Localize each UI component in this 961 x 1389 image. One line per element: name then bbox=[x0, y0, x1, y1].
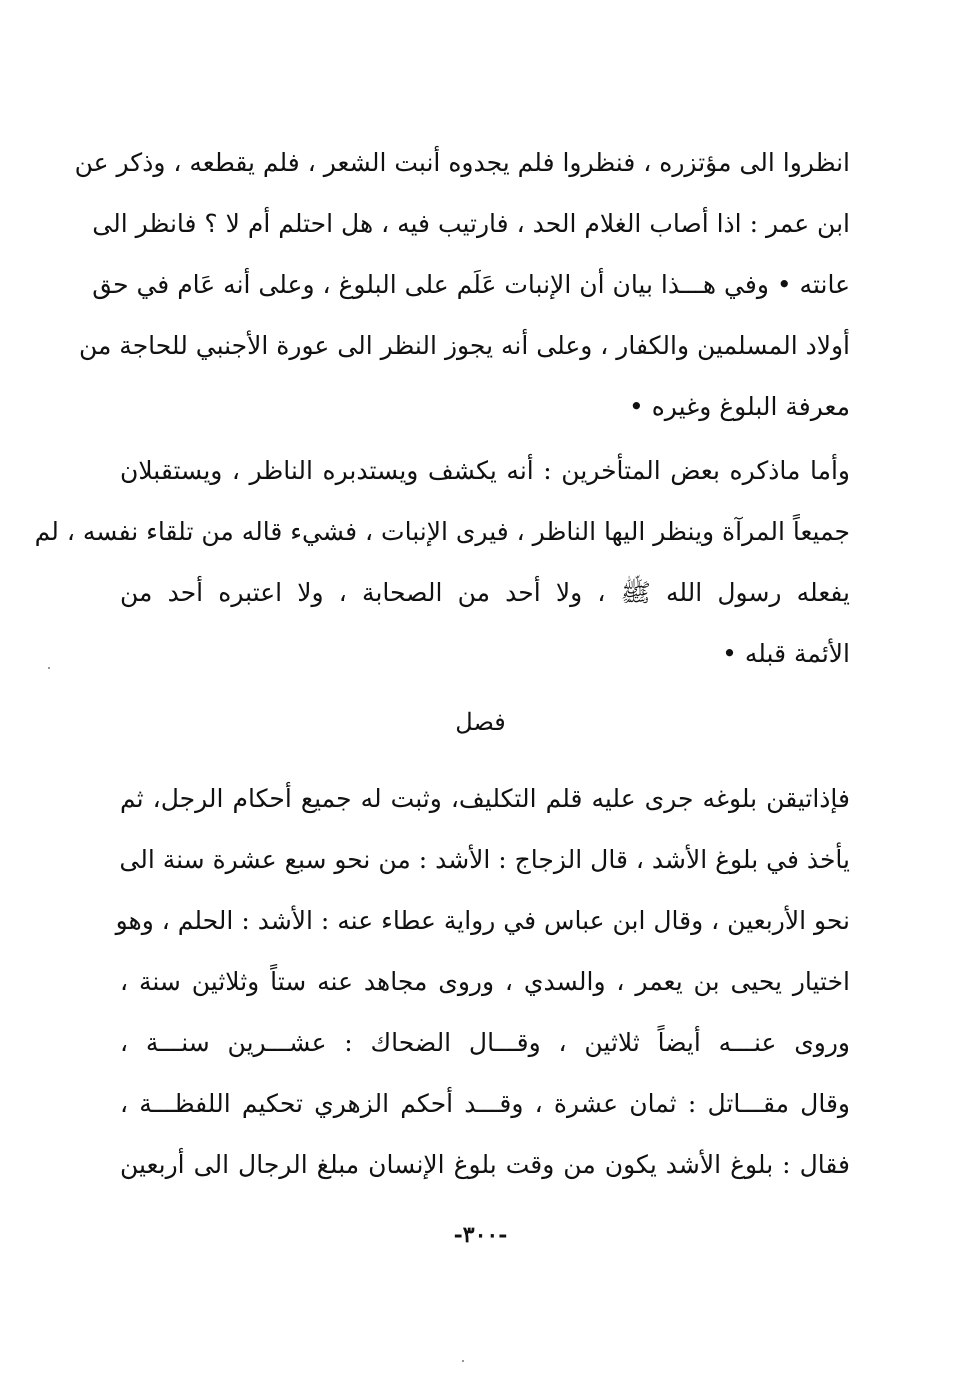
text-line: وروى عنـــه أيضاً ثلاثين ، وقـــال الضحاك : عشـــرين سنـــة ، bbox=[120, 1028, 850, 1057]
text-line: وأما ماذكره بعض المتأخرين : أنه يكشف ويستدبره الناظر ، ويستقبلان bbox=[120, 456, 850, 485]
paragraph-3 bbox=[115, 768, 850, 1195]
section-heading: فصل bbox=[455, 708, 506, 736]
paragraph-2 bbox=[34, 440, 850, 684]
text-line: فإذاتيقن بلوغه جرى عليه قلم التكليف، وثبت له جميع أحكام الرجل، ثم bbox=[120, 784, 850, 813]
text-line: أولاد المسلمين والكفار ، وعلى أنه يجوز النظر الى عورة الأجنبي للحاجة من bbox=[78, 331, 850, 360]
text-line: اختيار يحيى بن يعمر ، والسدي ، وروى مجاهد عنه ستاً وثلاثين سنة ، bbox=[120, 967, 850, 996]
text-line: الأئمة قبله • bbox=[722, 639, 850, 668]
paragraph-1 bbox=[74, 132, 850, 437]
scan-speck bbox=[48, 667, 50, 669]
text-line: عانته • وفي هـــذا بيان أن الإنبات عَلَم على البلوغ ، وعلى أنه عَام في حق bbox=[92, 270, 850, 299]
text-line: وقال مقـــاتل : ثمان عشرة ، وقـــد أحكم الزهري تحكيم اللفظـــة ، bbox=[120, 1089, 850, 1118]
page-number: -٣٠٠- bbox=[453, 1222, 508, 1248]
text-line: جميعاً المرآة وينظر اليها الناظر ، فيرى الإنبات ، فشيء قاله من تلقاء نفسه ، لم bbox=[34, 517, 850, 546]
text-line: انظروا الى مؤتزره ، فنظروا فلم يجدوه أنبت الشعر ، فلم يقطعه ، وذكر عن bbox=[74, 148, 850, 177]
text-line: يفعله رسول الله ﷺ ، ولا أحد من الصحابة ، ولا اعتبره أحد من bbox=[120, 578, 850, 607]
text-line: نحو الأربعين ، وقال ابن عباس في رواية عطاء عنه : الأشد : الحلم ، وهو bbox=[115, 906, 850, 935]
scan-speck bbox=[462, 1360, 464, 1362]
text-line: معرفة البلوغ وغيره • bbox=[629, 392, 850, 421]
text-line: فقال : بلوغ الأشد يكون من وقت بلوغ الإنسان مبلغ الرجال الى أربعين bbox=[120, 1150, 850, 1179]
text-line: ابن عمر : اذا أصاب الغلام الحد ، فارتيب فيه ، هل احتلم أم لا ؟ فانظر الى bbox=[92, 209, 850, 238]
text-line: يأخذ في بلوغ الأشد ، قال الزجاج : الأشد : من نحو سبع عشرة سنة الى bbox=[119, 845, 850, 874]
